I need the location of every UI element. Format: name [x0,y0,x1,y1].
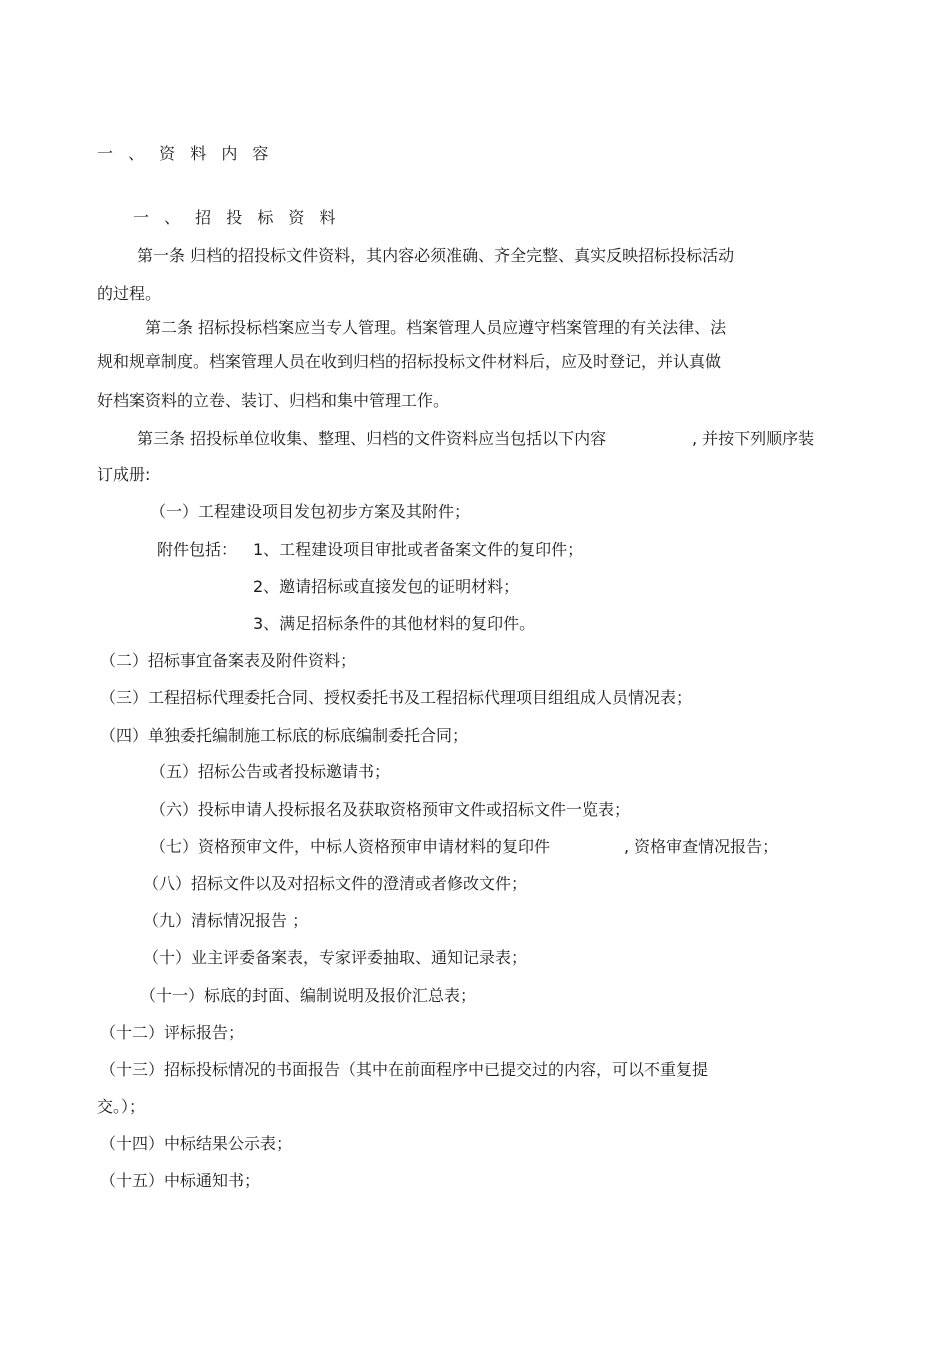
article1-line2: 的过程。 [97,284,162,303]
attachment-item-3: 3、满足招标条件的其他材料的复印件。 [253,614,536,633]
list-item-4: （四）单独委托编制施工标底的标底编制委托合同； [100,726,469,745]
list-item-2: （二）招标事宜备案表及附件资料； [100,651,357,670]
attachment-label: 附件包括： [157,540,238,559]
list-item-3: （三）工程招标代理委托合同、授权委托书及工程招标代理项目组组成人员情况表； [100,688,693,707]
article3-line2: 订成册: [97,465,151,484]
list-item-13-line1: （十三）招标投标情况的书面报告（其中在前面程序中已提交过的内容，可以不重复提 [100,1060,709,1079]
article3-line1a: 第三条 招投标单位收集、整理、归档的文件资料应当包括以下内容 [137,429,607,448]
article2-line1: 第二条 招标投标档案应当专人管理。档案管理人员应遵守档案管理的有关法律、法 [145,318,727,337]
article2-line3: 好档案资料的立卷、装订、归档和集中管理工作。 [97,391,450,410]
list-item-14: （十四）中标结果公示表； [100,1134,293,1153]
attachment-item-2: 2、邀请招标或直接发包的证明材料； [253,577,520,596]
article3-line1b: , 并按下列顺序装 [692,429,815,448]
list-item-9: （九）清标情况报告 ； [143,911,309,930]
list-item-7a: （七）资格预审文件，中标人资格预审申请材料的复印件 [150,837,551,856]
list-item-10: （十）业主评委备案表，专家评委抽取、通知记录表； [143,948,528,967]
list-item-15: （十五）中标通知书； [100,1171,261,1190]
list-item-7b: , 资格审查情况报告； [624,837,779,856]
list-item-6: （六）投标申请人投标报名及获取资格预审文件或招标文件一览表； [150,800,631,819]
list-item-5: （五）招标公告或者投标邀请书； [150,762,391,781]
list-item-11: （十一）标底的封面、编制说明及报价汇总表； [140,986,477,1005]
attachment-item-1: 1、工程建设项目审批或者备案文件的复印件； [253,540,584,559]
subsection-heading: 一 、 招 投 标 资 料 [133,208,341,227]
list-item-13-line2: 交。）； [97,1097,146,1116]
list-item-8: （八）招标文件以及对招标文件的澄清或者修改文件； [143,874,528,893]
section-heading: 一 、 资 料 内 容 [97,144,274,163]
article1-line1: 第一条 归档的招投标文件资料，其内容必须准确、齐全完整、真实反映招标投标活动 [137,246,735,265]
list-item-12: （十二）评标报告； [100,1023,245,1042]
article2-line2: 规和规章制度。档案管理人员在收到归档的招标投标文件材料后，应及时登记，并认真做 [97,352,722,371]
list-item-1: （一）工程建设项目发包初步方案及其附件； [150,502,471,521]
